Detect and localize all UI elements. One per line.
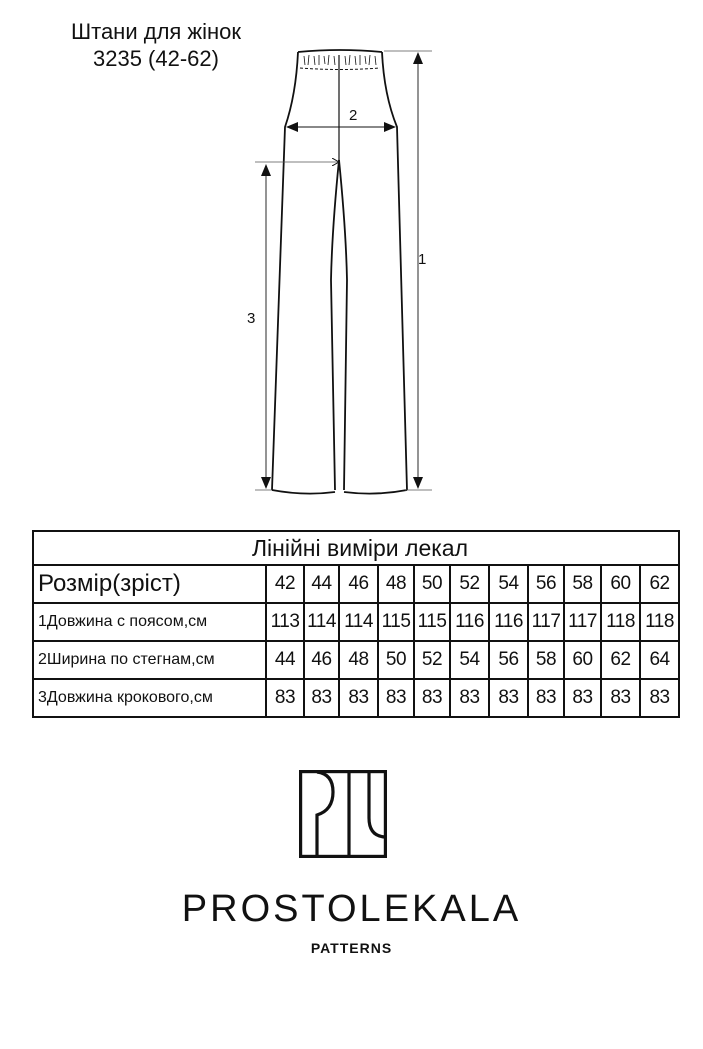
- value-cell: 113: [266, 603, 304, 641]
- dimension-length-with-waistband: [384, 51, 432, 490]
- value-cell: 60: [564, 641, 601, 679]
- value-cell: 50: [378, 641, 414, 679]
- size-header-label: Розмір(зріст): [33, 565, 266, 603]
- table-title-row: [33, 531, 679, 565]
- value-cell: 116: [489, 603, 528, 641]
- size-cell: 60: [601, 565, 640, 603]
- value-cell: 83: [450, 679, 489, 717]
- product-name: Штани для жінок: [70, 19, 242, 44]
- value-cell: 83: [378, 679, 414, 717]
- trousers-drawing: [0, 0, 703, 520]
- value-cell: 83: [414, 679, 450, 717]
- dimension-hip-width: [286, 107, 396, 132]
- size-cell: 46: [339, 565, 378, 603]
- value-cell: 62: [601, 641, 640, 679]
- dimension-inseam-length: [247, 162, 339, 490]
- value-cell: 58: [528, 641, 564, 679]
- value-cell: 114: [339, 603, 378, 641]
- size-cell: 62: [640, 565, 679, 603]
- value-cell: 83: [489, 679, 528, 717]
- row-label-inseam-length: 3Довжина крокового,см: [33, 679, 266, 717]
- value-cell: 44: [266, 641, 304, 679]
- table-row: [33, 641, 679, 679]
- size-cell: 48: [378, 565, 414, 603]
- size-cell: 42: [266, 565, 304, 603]
- size-cell: 56: [528, 565, 564, 603]
- brand-tagline: PATTERNS: [310, 940, 393, 956]
- size-cell: 44: [304, 565, 339, 603]
- size-cell: 58: [564, 565, 601, 603]
- value-cell: 46: [304, 641, 339, 679]
- table-title: Лінійні виміри лекал: [33, 531, 679, 565]
- row-label-hip-width: 2Ширина по стегнам,см: [33, 641, 266, 679]
- value-cell: 115: [378, 603, 414, 641]
- dimension-label-1: 1: [418, 251, 427, 268]
- value-cell: 83: [339, 679, 378, 717]
- pattern-measurements-table: [32, 530, 680, 718]
- value-cell: 83: [528, 679, 564, 717]
- value-cell: 116: [450, 603, 489, 641]
- product-code-size-range: 3235 (42-62): [93, 46, 219, 71]
- table-row: [33, 679, 679, 717]
- value-cell: 83: [304, 679, 339, 717]
- value-cell: 56: [489, 641, 528, 679]
- trousers-outline: [272, 50, 407, 494]
- value-cell: 52: [414, 641, 450, 679]
- size-cell: 50: [414, 565, 450, 603]
- value-cell: 48: [339, 641, 378, 679]
- value-cell: 114: [304, 603, 339, 641]
- size-cell: 52: [450, 565, 489, 603]
- dimension-label-2: 2: [349, 107, 358, 124]
- size-cell: 54: [489, 565, 528, 603]
- value-cell: 83: [640, 679, 679, 717]
- value-cell: 117: [564, 603, 601, 641]
- pl-monogram-logo-icon: [299, 770, 387, 858]
- value-cell: 117: [528, 603, 564, 641]
- value-cell: 54: [450, 641, 489, 679]
- value-cell: 64: [640, 641, 679, 679]
- value-cell: 118: [601, 603, 640, 641]
- table-header-row: [33, 565, 679, 603]
- brand-name: PROSTOLEKALA: [181, 888, 522, 930]
- value-cell: 83: [266, 679, 304, 717]
- table-row: [33, 603, 679, 641]
- value-cell: 115: [414, 603, 450, 641]
- value-cell: 83: [564, 679, 601, 717]
- dimension-label-3: 3: [247, 310, 256, 327]
- row-label-length-with-waistband: 1Довжина с поясом,см: [33, 603, 266, 641]
- value-cell: 118: [640, 603, 679, 641]
- value-cell: 83: [601, 679, 640, 717]
